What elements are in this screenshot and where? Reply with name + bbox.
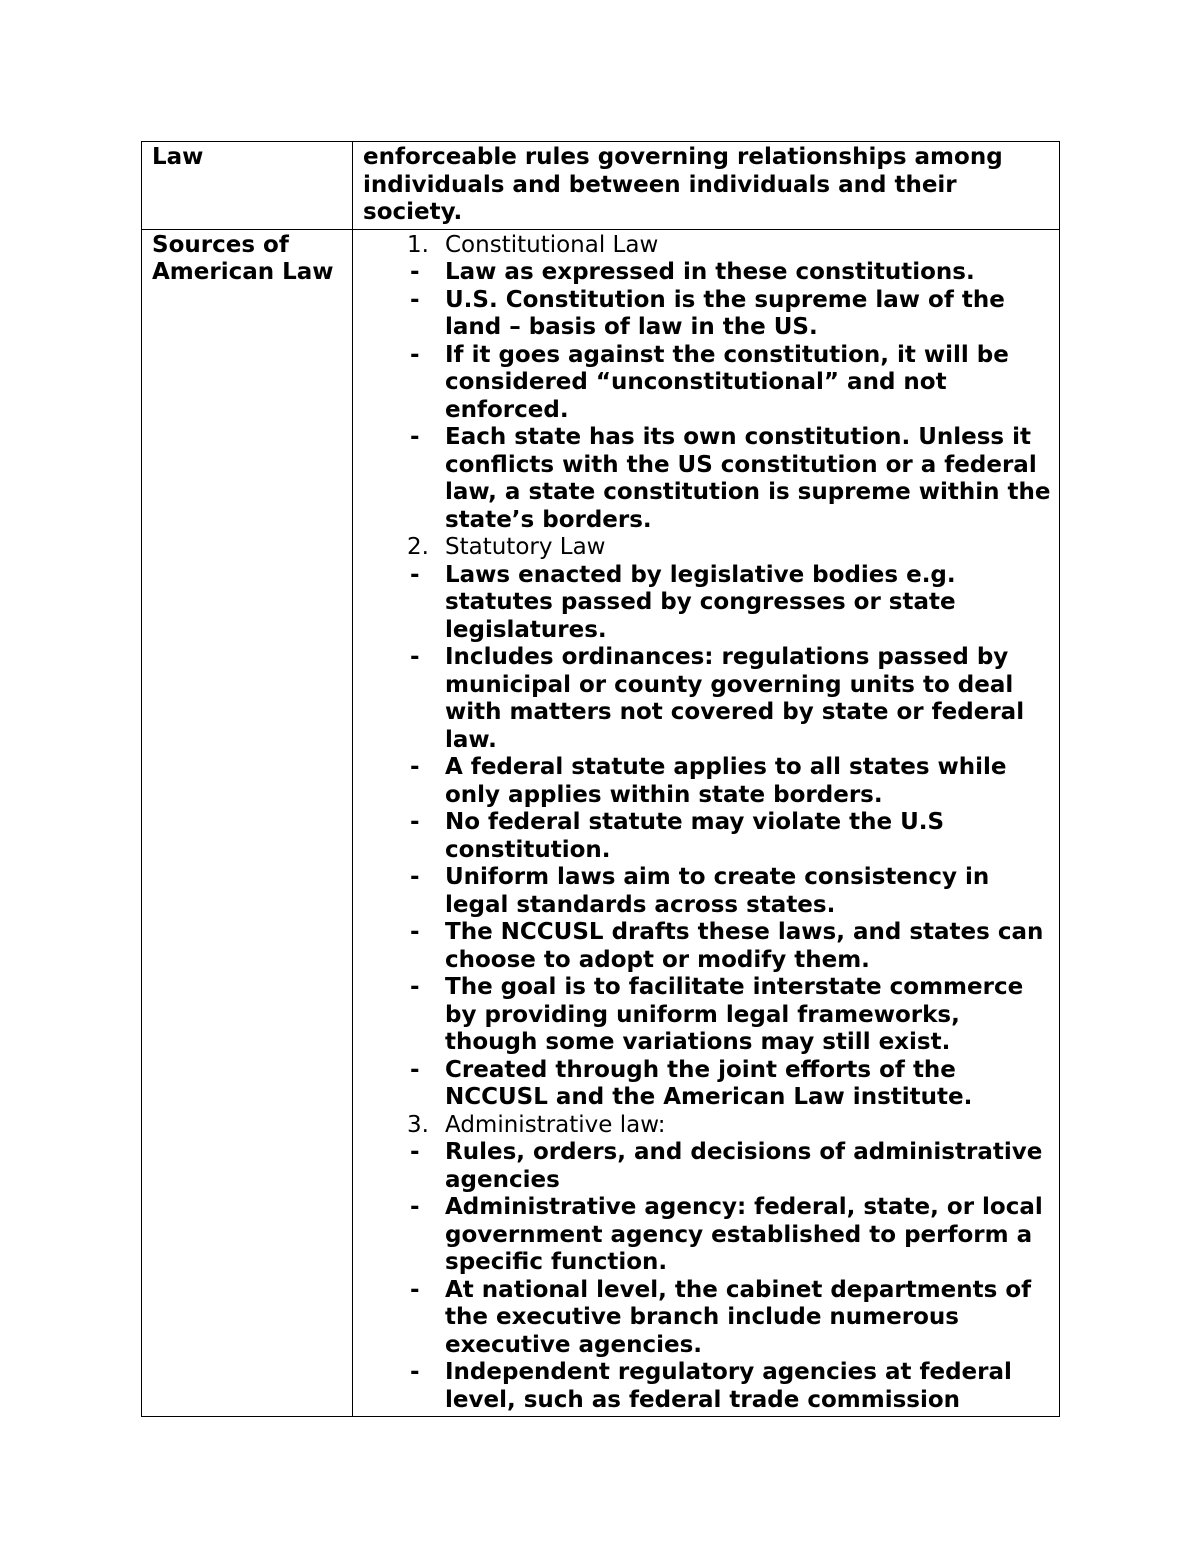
bullet-text: Each state has its own constitution. Unless it conflicts with the US constitution or a federal law, a state constitution is supreme within the state’s borders. — [445, 424, 1051, 533]
list-item — [363, 424, 1051, 534]
bullet-text: Laws enacted by legislative bodies e.g. statutes passed by congresses or state legislatures. — [445, 561, 956, 643]
bullet-text: Created through the joint efforts of the NCCUSL and the American Law institute. — [445, 1056, 973, 1110]
definition-cell — [353, 142, 1060, 230]
list-item — [363, 864, 1051, 919]
bullet-text: Includes ordinances: regulations passed by municipal or county governing units to deal with matters not covered by state or federal law. — [445, 644, 1025, 753]
source-heading — [363, 534, 1051, 562]
list-item — [363, 1359, 1051, 1414]
bullet-text: Law as expressed in these constitutions. — [445, 259, 975, 285]
source-heading-text: Constitutional Law — [445, 231, 659, 258]
bullet-dash: - — [410, 809, 420, 835]
list-item — [363, 974, 1051, 1057]
bullet-text: At national level, the cabinet departments of the executive branch include numerous executive agencies. — [445, 1276, 1032, 1358]
bullet-text: If it goes against the constitution, it will be considered “unconstitutional” and not enforced. — [445, 341, 1009, 423]
bullet-dash: - — [410, 259, 420, 285]
list-item — [363, 644, 1051, 754]
term-label: Sources of American Law — [152, 231, 334, 285]
list-item — [363, 1277, 1051, 1360]
list-item — [363, 809, 1051, 864]
bullet-text: U.S. Constitution is the supreme law of the land – basis of law in the US. — [445, 286, 1005, 340]
source-heading-text: Statutory Law — [445, 534, 606, 560]
bullet-dash: - — [410, 974, 420, 1000]
bullet-dash: - — [410, 644, 420, 670]
bullet-text: The goal is to facilitate interstate commerce by providing uniform legal frameworks, though some variations may still exist. — [445, 974, 1024, 1055]
definition-cell — [353, 229, 1060, 1417]
bullet-text: Rules, orders, and decisions of administrative agencies — [445, 1139, 1043, 1193]
bullet-dash: - — [410, 864, 420, 890]
notes-table — [141, 141, 1060, 1417]
list-number: 2. — [407, 534, 429, 560]
term-cell — [142, 142, 353, 230]
bullet-dash: - — [410, 341, 420, 368]
bullet-dash: - — [410, 1276, 420, 1303]
bullet-dash: - — [410, 561, 420, 588]
list-number: 1. — [407, 231, 429, 258]
table-row — [142, 229, 1060, 1417]
bullet-dash: - — [410, 919, 420, 945]
definition-text: enforceable rules governing relationships among individuals and between individuals and their society. — [363, 144, 1003, 225]
table-row — [142, 142, 1060, 230]
sources-list — [363, 232, 1051, 1415]
list-item — [363, 919, 1051, 974]
list-item — [363, 287, 1051, 342]
source-heading-text: Administrative law: — [445, 1111, 666, 1138]
bullet-text: No federal statute may violate the U.S constitution. — [445, 809, 945, 863]
term-cell — [142, 229, 353, 1417]
bullet-dash: - — [410, 1056, 420, 1083]
bullet-text: Uniform laws aim to create consistency in legal standards across states. — [445, 864, 990, 918]
bullet-text: Administrative agency: federal, state, or local government agency established to perform a specific function. — [445, 1194, 1043, 1275]
bullet-text: Independent regulatory agencies at federal level, such as federal trade commission — [445, 1359, 1012, 1413]
source-heading — [363, 232, 1051, 260]
list-number: 3. — [407, 1111, 429, 1138]
bullet-dash: - — [410, 1194, 420, 1220]
bullet-text: The NCCUSL drafts these laws, and states can choose to adopt or modify them. — [445, 919, 1044, 973]
bullet-dash: - — [410, 754, 420, 780]
list-item — [363, 1139, 1051, 1194]
term-label: Law — [152, 144, 204, 170]
list-item — [363, 562, 1051, 645]
list-item — [363, 1057, 1051, 1112]
list-item — [363, 754, 1051, 809]
source-heading — [363, 1112, 1051, 1140]
bullet-dash: - — [410, 424, 420, 450]
list-item — [363, 259, 1051, 287]
list-item — [363, 342, 1051, 425]
bullet-dash: - — [410, 1359, 420, 1385]
bullet-text: A federal statute applies to all states while only applies within state borders. — [445, 754, 1007, 808]
list-item — [363, 1194, 1051, 1277]
bullet-dash: - — [410, 1139, 420, 1165]
bullet-dash: - — [410, 286, 420, 313]
